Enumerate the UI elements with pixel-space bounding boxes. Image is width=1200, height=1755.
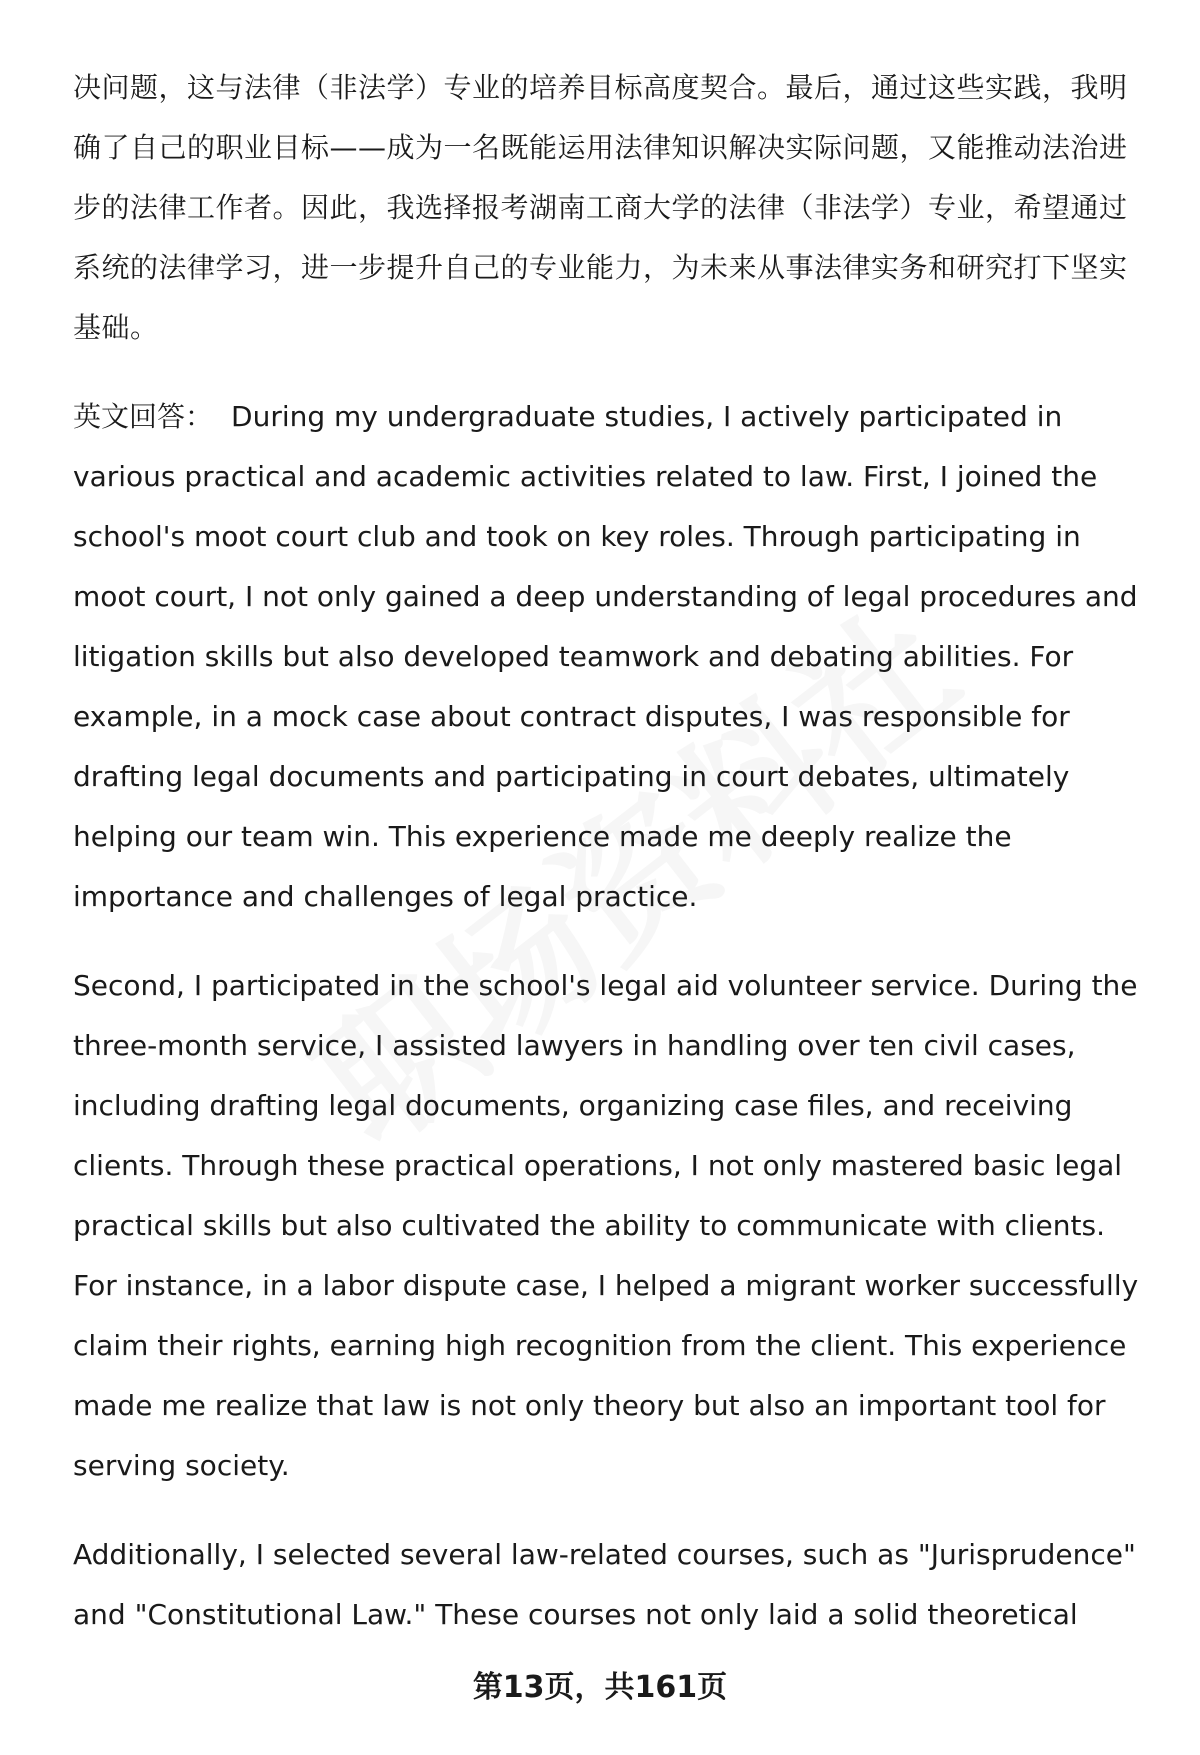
document-body xyxy=(73,58,1153,1645)
page-number-footer: 第13页，共161页 xyxy=(472,1670,728,1705)
paragraph-english-answer-intro xyxy=(73,387,1153,927)
paragraph-legal-aid: Second, I participated in the school's legal aid volunteer service. During the three-month service, I assisted lawyers in handling over ten civil cases, including drafting legal documents, organizing case files, and receiving clients. Through these practical operations, I not only mastered basic legal practical skills but also cultivated the ability to communicate with clients. For instance, in a labor dispute case, I helped a migrant worker successfully claim their rights, earning high recognition from the client. This experience made me realize that law is not only theory but also an important tool for serving society. xyxy=(73,969,1139,1482)
english-answer-prefix: 英文回答： xyxy=(73,400,214,433)
english-answer-text: During my undergraduate studies, I actively participated in various practical and academic activities related to law. First, I joined the school's moot court club and took on key roles. Through participating in moot court, I not only gained a deep understanding of legal procedures and litigation skills but also developed teamwork and debating abilities. For example, in a mock case about contract disputes, I was responsible for drafting legal documents and participating in court debates, ultimately helping our team win. This experience made me deeply realize the importance and challenges of legal practice. xyxy=(73,400,1138,913)
paragraph-chinese-conclusion: 决问题，这与法律（非法学）专业的培养目标高度契合。最后，通过这些实践，我明确了自己的职业目标——成为一名既能运用法律知识解决实际问题，又能推动法治进步的法律工作者。因此，我选择报考湖南工商大学的法律（非法学）专业，希望通过系统的法律学习，进一步提升自己的专业能力，为未来从事法律实务和研究打下坚实基础。 xyxy=(73,71,1128,344)
paragraph-courses: Additionally, I selected several law-related courses, such as "Jurisprudence" and "Constitutional Law." These courses not only laid a solid theoretical xyxy=(73,1538,1136,1631)
